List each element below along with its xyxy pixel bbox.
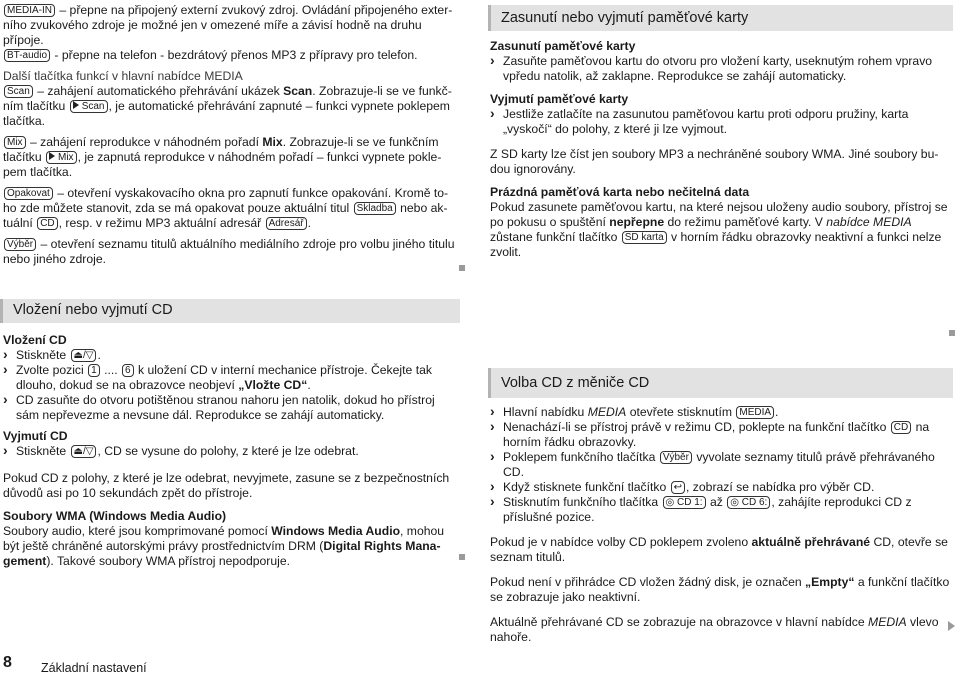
sd-insert-heading: Zasunutí paměťové karty [490,39,636,53]
changer-para-2 [490,575,950,605]
scan-paragraph [3,84,455,129]
sd-insert-item [490,54,950,84]
changer-step-5 [490,495,950,525]
wma-c: ). Takové soubory WMA přístroj nepodporuje. [46,554,290,568]
insert-step-3 [3,393,459,423]
changer-step-3 [490,450,950,480]
sd-section-header [488,5,953,31]
play-icon [73,101,79,109]
changer-step-1 [490,405,950,420]
insert-step-2 [3,363,459,393]
scan-text-a: – zahájení automatického přehrávání ukázek [37,84,284,98]
sd-empty-d: v horním řádku obrazovky neaktivní a funkci nelze zvolit. [490,230,942,259]
changer-para-1 [490,535,950,565]
scan-text-b: . Zobrazuje-li se ve funkčním tlačítku [3,84,452,113]
sd-remove-heading: Vyjmutí paměťové karty [490,92,629,106]
opakovat-paragraph [3,186,455,231]
scan-text-c: , je automatické přehrávání zapnuté – funkci vypnete poklepem tlačítka. [3,99,450,128]
eject-key: ⏏/▽ [71,445,97,458]
sd-empty-a: Pokud zasunete paměťovou kartu, na které nejsou uloženy audio soubory, přístroj se po pokusu o spuštění [490,200,948,229]
ch-1a: Hlavní nabídku [503,405,588,419]
sd-empty-heading: Prázdná paměťová karta nebo nečitelná data [490,185,750,199]
ins-1a: Stiskněte [16,348,70,362]
ins-2e: . [307,378,311,392]
sd-section-body [490,39,950,260]
continue-arrow-icon [948,621,955,631]
changer-step-2 [490,420,950,450]
media-in-text: – přepne na připojený externí zvukový zdroj. Ovládání připojeného externího zvukového zdroje je možné jen v omezené míře a závisí hodně na druhu přípoje. [3,3,453,47]
position-1-key: 1 [88,364,100,377]
ch-p2a: Pokud není v přihrádce CD vložen žádný disk, je označen [490,575,806,589]
ch-p3b: vlevo nahoře. [490,615,939,644]
wma-a: Soubory audio, které jsou komprimované pomocí [3,524,272,538]
scan-key: Scan [4,85,33,98]
insert-cd-heading: Vložení CD [3,333,67,347]
ch-p2-bold: „Empty“ [805,575,855,589]
ch-2a: Nenachází-li se přístroj právě v režimu CD, poklepte na funkční tlačítko [503,420,890,434]
wma-b: , mohou být ještě chráněné autorskými právy prostřednictvím DRM ( [3,524,445,553]
scan-play-key [70,100,108,113]
ins-2d: „Vložte CD“ [238,378,308,392]
page-number: 8 [3,654,12,671]
end-marker [949,330,955,336]
opakovat-key: Opakovat [4,187,53,200]
rem-1b: , CD se vysune do polohy, z které je lze odebrat. [97,444,359,458]
rem-1a: Stiskněte [16,444,70,458]
mix-text-a: – zahájení reprodukce v náhodném pořadí [29,135,263,149]
skladba-key: Skladba [354,202,396,215]
changer-para-3 [490,615,950,645]
ins-1b: . [97,348,101,362]
changer-step-4 [490,480,950,495]
ch-p1-bold: aktuálně přehrávané [751,535,871,549]
cd-key: CD [37,217,57,230]
sd-empty-c: zůstane funkční tlačítko [490,230,621,244]
ch-5a: Stisknutím funkčního tlačítka [503,495,662,509]
wma-paragraph [3,524,459,569]
cd-section-body [3,333,459,569]
sd-empty-paragraph [490,200,950,260]
bt-audio-text: - přepne na telefon - bezdrátový přenos MP3 z přípravy pro telefon. [54,48,418,62]
ch-p2b: a funkční tlačítko se zobrazuje jako neaktivní. [490,575,950,604]
ins-3: CD zasuňte do otvoru potištěnou stranou nahoru jen natolik, dokud ho přístroj sám nepřevezme a nevsune dál. Reprodukce se zahájí automaticky. [16,393,435,422]
end-marker [459,265,465,271]
ch-4b: , zobrazí se nabídka pro výběr CD. [686,480,875,494]
mix-bold: Mix [262,135,283,149]
ch-1c: . [775,405,779,419]
sd-karta-key: SD karta [622,231,667,244]
wma-heading: Soubory WMA (Windows Media Audio) [3,509,227,523]
ch-1-italic: MEDIA [587,405,627,419]
media-in-key: MEDIA-IN [4,4,55,17]
opak-text-a: – otevření vyskakovacího okna pro zapnutí funkce opakování. Kromě toho zde můžete stanovit, zda se má opakovat pouze aktuální titul [3,186,449,215]
ch-p3a: Aktuálně přehrávané CD se zobrazuje na obrazovce v hlavní nabídce [490,615,869,629]
scan-bold: Scan [283,84,313,98]
cd-section-header [0,299,460,323]
vyber-key: Výběr [660,451,692,464]
sd-note: Z SD karty lze číst jen soubory MP3 a nechráněné soubory WMA. Jiné soubory budou ignorovány. [490,147,939,176]
eject-key: ⏏/▽ [71,349,97,362]
ch-1b: otevřete stisknutím [626,405,736,419]
scan-play-key-label: Scan [81,101,105,112]
mix-play-key-label: Mix [58,152,74,163]
wma-b2: Digital Rights Management [3,539,441,568]
vyber-text: – otevření seznamu titulů aktuálního mediálního zdroje pro volbu jiného titulu nebo jiného zdroje. [3,237,455,266]
media-key: MEDIA [736,406,774,419]
changer-section-title: Volba CD z měniče CD [501,375,650,391]
cd-section-title: Vložení nebo vyjmutí CD [13,302,173,318]
cd-key: CD [891,421,911,434]
position-6-key: 6 [122,364,134,377]
bt-audio-key: BT-audio [4,49,50,62]
ch-p3-italic: MEDIA [868,615,907,629]
ch-3b: vyvolate seznamy titulů právě přehrávaného CD. [503,450,935,479]
opak-text-d: . [307,216,311,230]
sd-empty-italic: nabídce MEDIA [826,215,912,229]
opak-text-b: nebo aktuální [3,201,448,230]
play-icon [49,152,55,160]
sd-empty-bold: nepřepne [609,215,665,229]
return-key: ↩ [671,481,685,494]
mix-text-b: . Zobrazuje-li se ve funkčním tlačítku [3,135,439,164]
sd-insert-text: Zasuňte paměťovou kartu do otvoru pro vložení karty, useknutým rohem vpravo vpředu natolik, až zaklapne. Reprodukce se zahájí automaticky. [503,54,933,83]
mix-text-c: , je zapnutá reprodukce v náhodném pořadí – funkci vypnete poklepem tlačítka. [3,150,442,179]
remove-step-1 [3,444,459,459]
ch-5b: až [706,495,727,509]
sd-remove-item [490,107,950,137]
left-top-block [3,3,455,267]
sd-empty-b: do režimu paměťové karty. V [664,215,827,229]
sd-section-title: Zasunutí nebo vyjmutí paměťové karty [501,10,749,26]
ins-2a: Zvolte pozici [16,363,88,377]
cd-warning: Pokud CD z polohy, z které je lze odebrat, nevyjmete, zasune se z bezpečnostních důvodů asi po 10 sekundách zpět do přístroje. [3,471,450,500]
opak-text-c: , resp. v režimu MP3 aktuální adresář [58,216,265,230]
insert-step-1 [3,348,459,363]
wma-b1: Windows Media Audio [271,524,401,538]
end-marker [459,554,465,560]
changer-section-header [488,368,953,398]
ins-2b: .... [100,363,122,377]
sd-remove-text: Jestliže zatlačíte na zasunutou paměťovou kartu proti odporu pružiny, karta „vyskočí“ do polohy, z které ji lze vyjmout. [503,107,909,136]
mix-play-key [46,151,77,164]
section-name: Základní nastavení [41,661,147,675]
vyber-paragraph [3,237,455,267]
changer-section-body [490,405,950,645]
remove-cd-heading: Vyjmutí CD [3,429,68,443]
cd6-key: ◎ CD 6: [727,496,770,509]
ch-p1a: Pokud je v nabídce volby CD poklepem zvoleno [490,535,752,549]
mix-key: Mix [4,136,26,149]
adresar-key: Adresář [266,217,307,230]
bt-audio-paragraph [3,48,455,63]
ch-5c: , zahájíte reprodukci CD z příslušné pozice. [503,495,912,524]
cd1-key: ◎ CD 1: [663,496,706,509]
ins-2c: k uložení CD v interní mechanice přístroje. Čekejte tak dlouho, dokud se na obrazovce neobjeví [16,363,432,392]
mix-paragraph [3,135,455,180]
ch-2b: na horním řádku obrazovky. [503,420,930,449]
further-buttons-heading: Další tlačítka funkcí v hlavní nabídce MEDIA [3,69,243,83]
ch-4a: Když stisknete funkční tlačítko [503,480,670,494]
ch-3a: Poklepem funkčního tlačítka [503,450,659,464]
ch-p1b: CD, otevře se seznam titulů. [490,535,948,564]
vyber-key: Výběr [4,238,36,251]
media-in-paragraph [3,3,455,48]
footer [3,654,403,675]
